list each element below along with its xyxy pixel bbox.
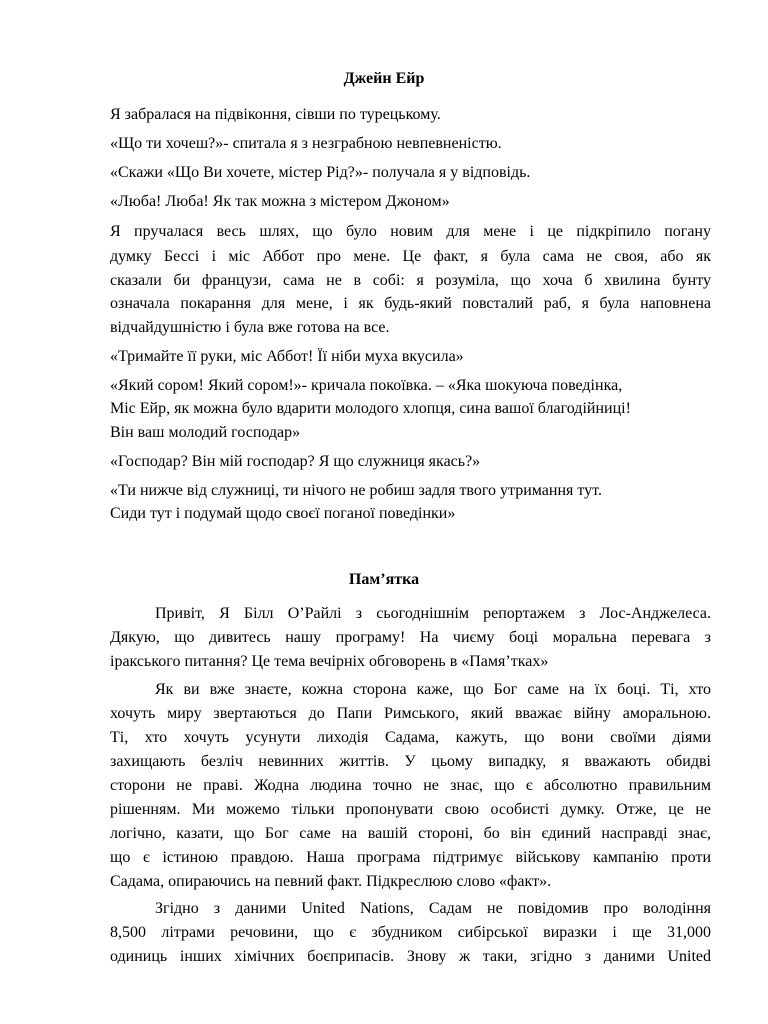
text-line: Дякую, що дивитесь нашу програму! На чиєму боці моральна перевага з <box>110 629 711 646</box>
text-line: Я забралася на підвіконня, сівши по турецькому. <box>110 106 441 123</box>
text-line: що є істиною правдою. Наша програма підтримує військову кампанію проти <box>110 849 711 866</box>
text-line: Я пручалася весь шлях, що було новим для мене і це підкріпило погану <box>110 223 711 240</box>
text-line: сказали би французи, сама не в собі: я розуміла, що хоча б хвилина бунту <box>110 272 711 289</box>
text-line: Як ви вже знаєте, кожна сторона каже, що Бог саме на їх боці. Ті, хто <box>155 681 711 698</box>
text-line: «Що ти хочеш?»- спитала я з незграбною невпевненістю. <box>110 135 502 152</box>
text-line: логічно, казати, що Бог саме на вашій стороні, бо він єдиний насправді знає, <box>110 825 711 842</box>
text-line: сторони не праві. Жодна людина точно не знає, що є абсолютно правильним <box>110 777 711 794</box>
text-line: «Ти нижче від служниці, ти нічого не робиш задля твого утримання тут. <box>110 482 602 499</box>
text-line: означала покарання для мене, і як будь-який повсталий раб, я була наповнена <box>110 295 711 312</box>
text-line: Сиди тут і подумай щодо своєї поганої поведінки» <box>110 505 456 522</box>
text-line: Згідно з даними United Nations, Садам не повідомив про володіння <box>155 900 711 917</box>
text-line: «Який сором! Який сором!»- кричала покоївка. – «Яка шокуюча поведінка, <box>110 377 623 394</box>
text-line: Міс Ейр, як можна було вдарити молодого хлопця, сина вашої благодійниці! <box>110 400 631 417</box>
text-line: Ті, хто хочуть усунути лиходія Садама, кажуть, що вони своїми діями <box>110 729 711 746</box>
section-title-jane-eyre: Джейн Ейр <box>343 70 425 87</box>
text-line: «Тримайте її руки, міс Аббот! Її ніби муха вкусила» <box>110 348 464 365</box>
text-line: одиниць інших хімічних боєприпасів. Знову ж таки, згідно з даними United <box>110 948 711 965</box>
text-line: хочуть миру звертаються до Папи Римського, який вважає війну аморальною. <box>110 705 711 722</box>
text-line: іракського питання? Це тема вечірніх обговорень в «Памя’тках» <box>110 653 549 670</box>
text-line: Він ваш молодий господар» <box>110 424 301 441</box>
section-title-pamyatka: Пам’ятка <box>348 571 420 588</box>
text-line: 8,500 літрами речовини, що є збудником сибірської виразки і ще 31,000 <box>110 924 711 941</box>
text-line: думку Бессі і міс Аббот про мене. Це факт, я була сама не своя, або як <box>110 248 711 265</box>
text-line: рішенням. Ми можемо тільки пропонувати свою особисті думку. Отже, це не <box>110 801 711 818</box>
text-line: «Скажи «Що Ви хочете, містер Рід?»- получала я у відповідь. <box>110 164 531 181</box>
text-line: Привіт, Я Білл О’Райлі з сьогоднішнім репортажем з Лос-Анджелеса. <box>155 605 711 622</box>
text-line: відчайдушністю і була вже готова на все. <box>110 319 390 336</box>
text-line: захищають безліч невинних життів. У цьому випадку, я вважають обидві <box>110 753 711 770</box>
text-line: «Люба! Люба! Як так можна з містером Джоном» <box>110 193 450 210</box>
text-line: Садама, опираючись на певний факт. Підкреслюю слово «факт». <box>110 873 552 890</box>
text-line: «Господар? Він мій господар? Я що служниця якась?» <box>110 453 481 470</box>
